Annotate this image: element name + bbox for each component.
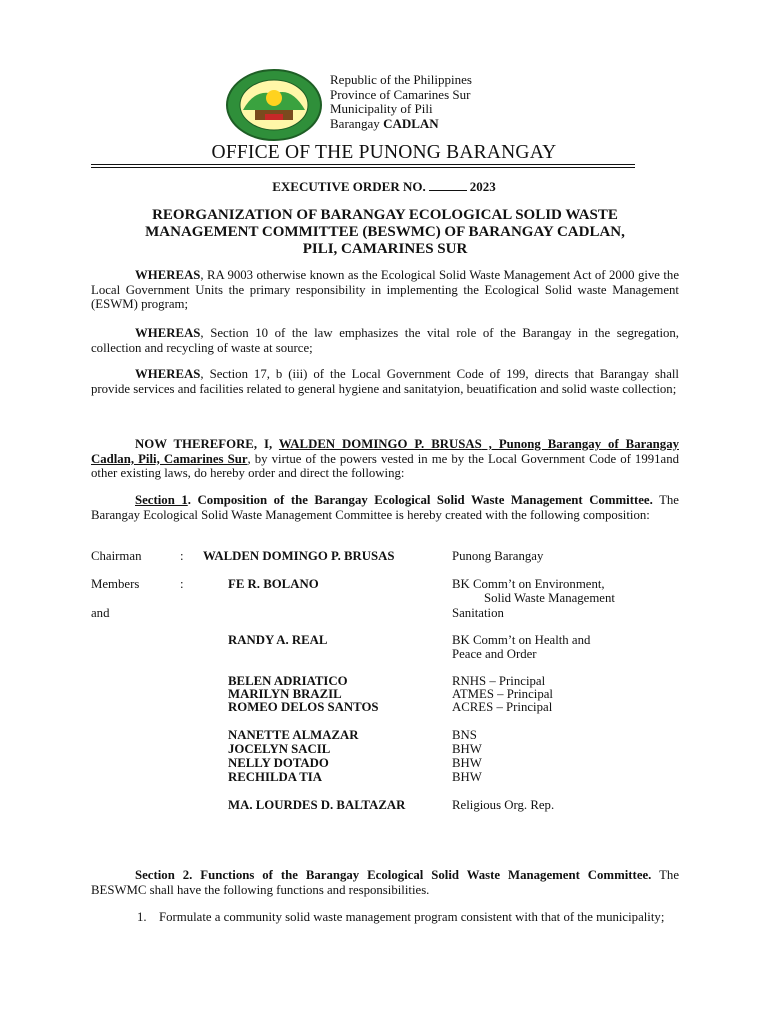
colon: : bbox=[180, 577, 184, 591]
member-name: FE R. BOLANO bbox=[228, 577, 319, 591]
whereas-lead: WHEREAS bbox=[135, 268, 201, 282]
chairman-label: Chairman bbox=[91, 549, 142, 563]
whereas-lead: WHEREAS bbox=[135, 326, 201, 340]
barangay-prefix: Barangay bbox=[330, 115, 384, 131]
section-2 bbox=[91, 868, 679, 897]
section-1 bbox=[91, 493, 679, 522]
barangay-name: CADLAN bbox=[383, 115, 439, 131]
whereas-text: , RA 9003 otherwise known as the Ecological Solid Waste Management Act of 2000 give the Local Government Units the primary responsibility in implementing the Ecological Solid waste Management (ESWM) program; bbox=[91, 268, 679, 312]
now-therefore-text: , by virtue of the powers vested in me by the Local Government Code of 1991and other existing laws, do hereby order and direct the following: bbox=[91, 451, 680, 481]
now-therefore-clause bbox=[91, 437, 679, 481]
whereas-text: , Section 10 of the law emphasizes the vital role of the Barangay in the segregation, collection and recycling of waste at source; bbox=[91, 326, 679, 355]
member-name: MA. LOURDES D. BALTAZAR bbox=[228, 798, 406, 812]
letterhead-address bbox=[330, 73, 472, 131]
list-item: Formulate a community solid waste management program consistent with that of the municipality; bbox=[159, 910, 665, 924]
member-role: BHW bbox=[452, 756, 482, 770]
title-line: MANAGEMENT COMMITTEE (BESWMC) OF BARANGAY CADLAN, bbox=[145, 224, 625, 240]
member-role: BK Comm’t on Environment, bbox=[452, 577, 605, 591]
title-line: REORGANIZATION OF BARANGAY ECOLOGICAL SOLID WASTE bbox=[152, 207, 618, 223]
and-label: and bbox=[91, 606, 110, 620]
eo-year: 2023 bbox=[469, 179, 496, 194]
member-name: NELLY DOTADO bbox=[228, 756, 329, 770]
section-1-heading-rest: . Composition of the Barangay Ecological Solid Waste Management Committee. bbox=[187, 493, 653, 507]
member-role: BNS bbox=[452, 728, 477, 742]
barangay-line bbox=[330, 117, 472, 132]
member-role: BHW bbox=[452, 770, 482, 784]
colon: : bbox=[180, 549, 184, 563]
section-2-heading: Section 2. Functions of the Barangay Ecological Solid Waste Management Committee. bbox=[135, 868, 652, 882]
whereas-lead: WHEREAS bbox=[135, 367, 201, 381]
member-name: RANDY A. REAL bbox=[228, 633, 328, 647]
member-name: ROMEO DELOS SANTOS bbox=[228, 700, 379, 714]
section-1-heading: Section 1 bbox=[135, 493, 188, 507]
barangay-seal-logo bbox=[225, 68, 323, 142]
republic-line: Republic of the Philippines bbox=[330, 72, 472, 87]
member-role: Sanitation bbox=[452, 606, 504, 620]
member-role: ACRES – Principal bbox=[452, 700, 553, 714]
member-name: BELEN ADRIATICO bbox=[228, 674, 348, 688]
title-line: PILI, CAMARINES SUR bbox=[302, 241, 468, 257]
now-therefore-lead: NOW THEREFORE, I, bbox=[135, 437, 279, 451]
province-line: Province of Camarines Sur bbox=[330, 86, 471, 102]
members-label: Members bbox=[91, 577, 140, 591]
member-role: ATMES – Principal bbox=[452, 687, 553, 701]
member-role: BK Comm’t on Health and bbox=[452, 633, 591, 647]
punong-barangay-name: WALDEN DOMINGO P. BRUSAS bbox=[278, 437, 482, 451]
member-role: RNHS – Principal bbox=[452, 674, 546, 688]
chairman-role: Punong Barangay bbox=[452, 549, 544, 563]
member-name: MARILYN BRAZIL bbox=[228, 687, 342, 701]
whereas-clause-3 bbox=[91, 367, 679, 396]
section-2-text: The BESWMC shall have the following functions and responsibilities. bbox=[91, 868, 679, 897]
member-role: BHW bbox=[452, 742, 482, 756]
member-name: NANETTE ALMAZAR bbox=[228, 728, 359, 742]
order-title bbox=[91, 207, 679, 258]
whereas-clause-2 bbox=[91, 326, 679, 355]
member-name: RECHILDA TIA bbox=[228, 770, 322, 784]
member-role: Solid Waste Management bbox=[484, 591, 615, 605]
double-rule-divider bbox=[91, 164, 635, 168]
list-item-number: 1. bbox=[137, 910, 147, 924]
chairman-name: WALDEN DOMINGO P. BRUSAS bbox=[203, 549, 395, 563]
member-role: Peace and Order bbox=[452, 647, 537, 661]
section-1-text: The Barangay Ecological Solid Waste Management Committee is hereby created with the following composition: bbox=[91, 493, 679, 522]
whereas-clause-1 bbox=[91, 268, 679, 312]
punong-barangay-title: , Punong Barangay of Barangay Cadlan, Pili, Camarines Sur bbox=[91, 437, 679, 466]
member-name: JOCELYN SACIL bbox=[228, 742, 331, 756]
eo-number-blank bbox=[429, 179, 467, 191]
office-title: OFFICE OF THE PUNONG BARANGAY bbox=[211, 142, 557, 163]
eo-prefix: EXECUTIVE ORDER NO. bbox=[272, 179, 426, 194]
municipality-line: Municipality of Pili bbox=[330, 101, 433, 116]
whereas-text: , Section 17, b (iii) of the Local Government Code of 199, directs that Barangay shall provide services and facilities related to general hygiene and sanitatyion, beuatification and solid waste collection; bbox=[91, 367, 679, 396]
executive-order-number bbox=[0, 179, 768, 195]
member-role: Religious Org. Rep. bbox=[452, 798, 555, 812]
